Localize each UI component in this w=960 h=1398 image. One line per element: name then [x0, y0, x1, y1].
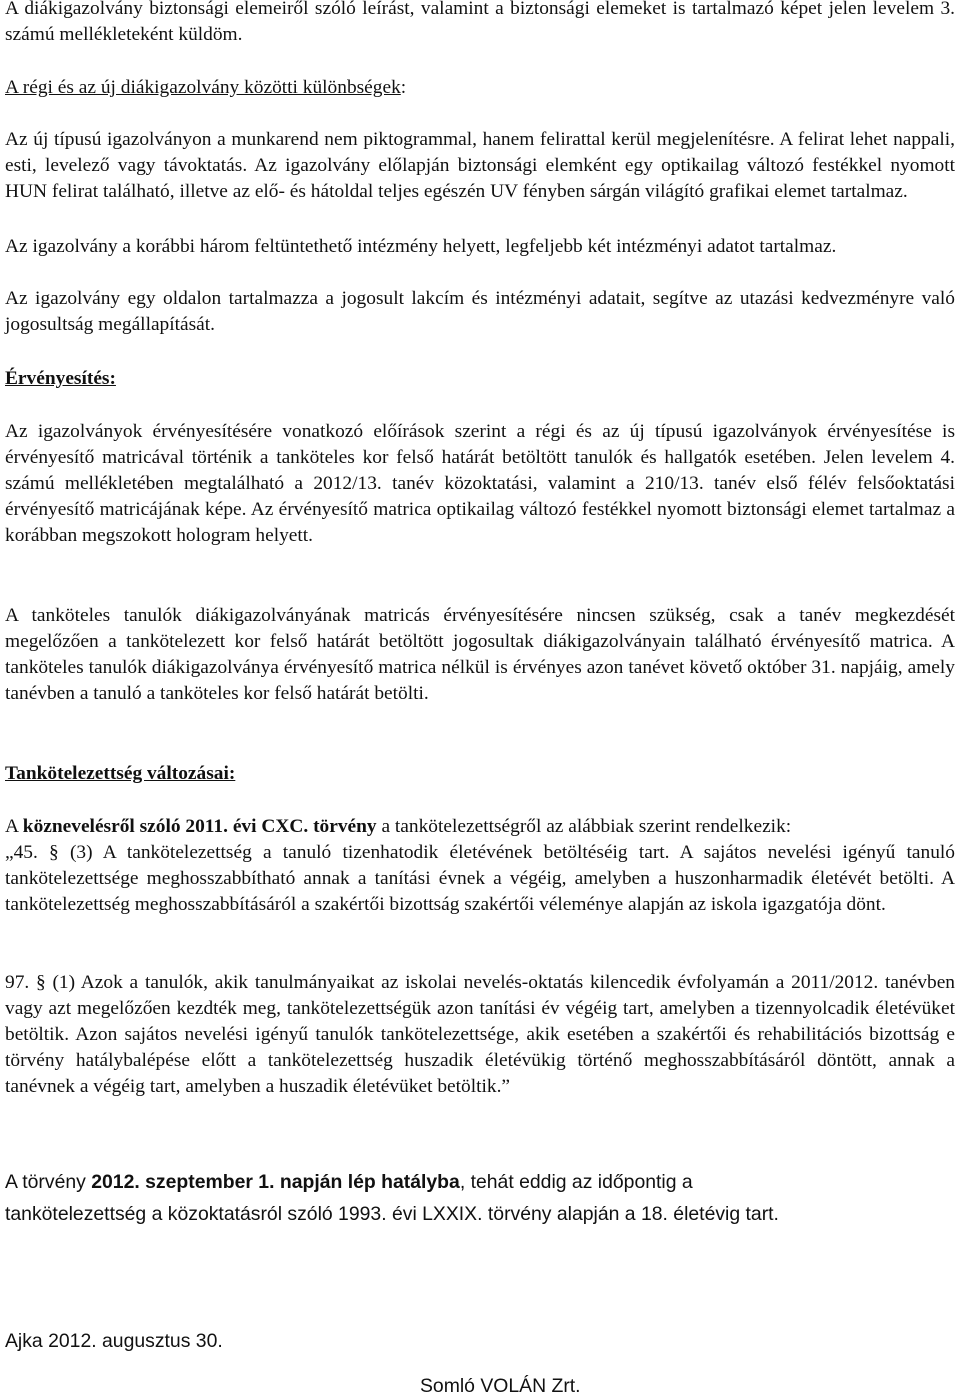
- differences-heading-text: A régi és az új diákigazolvány közötti különbségek: [5, 77, 401, 98]
- law-title: köznevelésről szóló 2011. évi CXC. törvény: [22, 816, 377, 837]
- intro-paragraph-address: Az igazolvány egy oldalon tartalmazza a jogosult lakcím és intézményi adatait, segítve az utazási kedvezményre való jogosultság megállapítását.: [5, 288, 955, 335]
- law-section-97: 97. § (1) Azok a tanulók, akik tanulmányaikat az iskolai nevelés-oktatás kilencedik évfolyamán a 2011/2012. tanévben vagy azt megelőzően kezdték meg, tankötelezettségük azon tanítási év végéig tart, amelyben a tizennyolcadik életévüket betöltik. Azon sajátos nevelési igényű tanulók tankötelezettsége, akik esetében a szakértői és rehabilitációs bizottság e törvény hatálybalépése előtt a tankötelezettség huszadik életévükig történő meghosszabbításáról döntött, annak a tanévnek a végéig tart, amelyben a huszadik életévüket betöltik.”: [5, 972, 955, 1097]
- company-signature: Somló VOLÁN Zrt.: [420, 1375, 581, 1397]
- intro-paragraph-institutions: Az igazolvány a korábbi három feltüntethető intézmény helyett, legfeljebb két intézményi adatot tartalmaz.: [5, 236, 837, 257]
- effective-date-line-2: tankötelezettség a közoktatásról szóló 1993. évi LXXIX. törvény alapján a 18. életévig tart.: [5, 1203, 779, 1225]
- validation-paragraph-sticker: Az igazolványok érvényesítésére vonatkozó előírások szerint a régi és az új típusú igazolványok érvényesítése is érvényesítő matricával történik a tanköteles kor felső határát betöltött tanulók és hallgatók esetében. Jelen levelem 4. számú mellékletében megtalálható a 2012/13. tanév közoktatási, valamint a 210/13. tanév első félév felsőoktatási érvényesítő matricájának képe. Az érvényesítő matrica optikailag változó festékkel nyomott biztonsági elemet tartalmaz a korábban megszokott hologram helyett.: [5, 421, 955, 546]
- intro-paragraph-format: Az új típusú igazolványon a munkarend nem piktogrammal, hanem felirattal kerül megjelenítésre. A felirat lehet nappali, esti, levelező vagy távoktatás. Az igazolvány előlapján biztonsági elemként egy optikailag változó festékkel nyomott HUN felirat található, illetve az elő- és hátoldal teljes egészén UV fényben sárgán világító grafikai elemet tartalmaz.: [5, 129, 955, 202]
- validation-heading: Érvényesítés:: [5, 368, 116, 389]
- effective-date: 2012. szeptember 1. napján lép hatályba: [91, 1171, 460, 1193]
- place-and-date: Ajka 2012. augusztus 30.: [5, 1330, 223, 1352]
- law-intro-pre: A: [5, 816, 23, 837]
- validation-paragraph-compulsory: A tanköteles tanulók diákigazolványának matricás érvényesítésére nincsen szükség, csak a tanév megkezdését megelőzően a tankötelezett kor felső határát betöltött jogosultak diákigazolványain található érvényesítő matrica. A tanköteles tanulók diákigazolványa érvényesítő matrica nélkül is érvényes azon tanévet követő október 31. napjáig, amely tanévben a tanuló a tanköteles kor felső határát betölti.: [5, 605, 955, 704]
- law-intro-line: [5, 814, 955, 840]
- effective-mid: , tehát eddig az időpontig a: [459, 1171, 693, 1193]
- effective-date-line-1: [5, 1167, 955, 1197]
- intro-paragraph-attachment: A diákigazolvány biztonsági elemeiről szóló leírást, valamint a biztonsági elemeket is tartalmazó képet jelen levelem 3. számú mellékleteként küldöm.: [5, 0, 955, 45]
- differences-heading-colon: :: [400, 77, 407, 98]
- differences-heading: [5, 75, 955, 101]
- law-section-45: „45. § (3) A tankötelezettség a tanuló tizenhatodik életévének betöltéséig tart. A sajátos nevelési igényű tanuló tankötelezettsége meghosszabbítható annak a tanítási évnek a végéig, amelyben a huszonharmadik életévét betölti. A tankötelezettség meghosszabbításáról a szakértői bizottság szakértői véleménye alapján az iskola igazgatója dönt.: [5, 842, 955, 915]
- effective-pre: A törvény: [5, 1171, 92, 1193]
- law-intro-post: a tankötelezettségről az alábbiak szerint rendelkezik:: [376, 816, 792, 837]
- compulsory-heading: Tankötelezettség változásai:: [5, 763, 236, 784]
